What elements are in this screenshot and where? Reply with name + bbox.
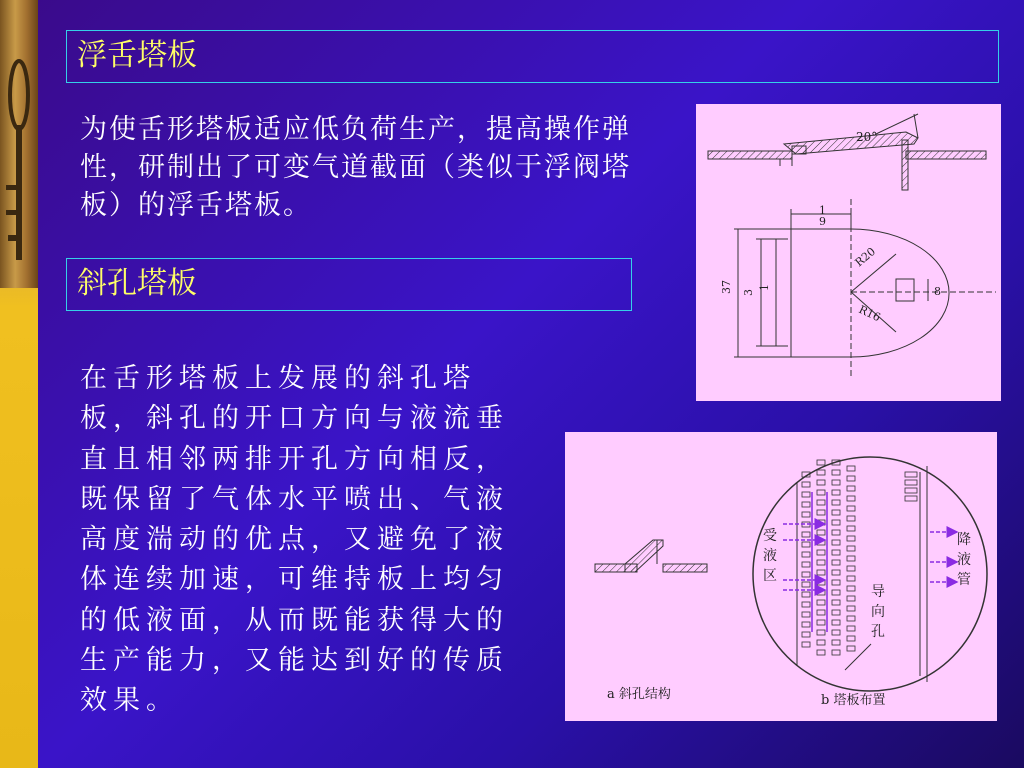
tongue-plan-view (720, 199, 996, 379)
tray-hole (847, 516, 855, 521)
tray-hole (832, 570, 840, 575)
dim-37: 37 (720, 280, 733, 294)
tray-hole (817, 560, 825, 565)
tray-hole (802, 492, 810, 497)
tray-hole (802, 632, 810, 637)
tray-hole (832, 530, 840, 535)
tray-hole (847, 526, 855, 531)
tray-hole (847, 546, 855, 551)
tray-hole (847, 576, 855, 581)
tray-hole (847, 626, 855, 631)
tray-hole (832, 500, 840, 505)
tray-hole (847, 566, 855, 571)
inlet-label-2: 液 (763, 548, 777, 564)
tray-hole (802, 642, 810, 647)
tray-hole (817, 500, 825, 505)
tray-hole (817, 600, 825, 605)
tray-hole (905, 472, 917, 477)
tray-hole (847, 466, 855, 471)
tray-hole (847, 476, 855, 481)
tray-hole (847, 486, 855, 491)
tray-section-view (708, 114, 986, 190)
dim-3: 3 (742, 289, 755, 296)
tray-hole (847, 596, 855, 601)
inclined-hole-drawing (565, 432, 997, 721)
tray-hole (802, 622, 810, 627)
tray-hole (817, 530, 825, 535)
key-image (0, 0, 38, 288)
section-title-floating-tongue (66, 30, 999, 83)
tray-hole (832, 590, 840, 595)
tray-hole (817, 470, 825, 475)
tray-hole (832, 540, 840, 545)
tray-hole (832, 650, 840, 655)
tray-hole (817, 480, 825, 485)
tray-hole (847, 606, 855, 611)
section-title-inclined-hole (66, 258, 632, 311)
tray-hole (832, 480, 840, 485)
inclined-hole-description: 在舌形塔板上发展的斜孔塔板，斜孔的开口方向与液流垂直且相邻两排开孔方向相反，既保留了气体水平喷出、气液高度湍动的优点，又避免了液体连续加速，可维持板上均匀的低液面，从而既能获得大的生产能力，又能达到好的传质效果。 (80, 363, 509, 717)
tray-hole (817, 630, 825, 635)
tray-hole (817, 460, 825, 465)
tray-hole (802, 532, 810, 537)
tray-hole (817, 610, 825, 615)
dim-top-2: 9 (819, 215, 826, 228)
radius-small-label: R16 (856, 302, 883, 325)
downcomer-label-3: 管 (957, 572, 971, 588)
tray-layout (753, 457, 987, 708)
tray-hole (832, 600, 840, 605)
tray-hole (832, 610, 840, 615)
tray-hole (802, 542, 810, 547)
tray-hole (832, 550, 840, 555)
tray-hole (832, 560, 840, 565)
inlet-label-3: 区 (763, 568, 777, 584)
tray-hole (802, 582, 810, 587)
tray-hole (817, 650, 825, 655)
tray-hole (832, 490, 840, 495)
section-title-text: 斜孔塔板 (77, 266, 197, 301)
tray-hole (847, 636, 855, 641)
key-icon (0, 0, 38, 288)
tray-hole (817, 640, 825, 645)
tray-hole (802, 562, 810, 567)
tray-hole (905, 488, 917, 493)
hole-grid (802, 460, 917, 655)
tray-hole (832, 520, 840, 525)
tray-hole (832, 580, 840, 585)
floating-tongue-description: 为使舌形塔板适应低负荷生产，提高操作弹性，研制出了可变气道截面（类似于浮阀塔板）的浮舌塔板。 (80, 114, 631, 221)
tray-hole (847, 646, 855, 651)
guide-label-3: 孔 (871, 624, 885, 640)
tray-hole (817, 570, 825, 575)
tray-hole (802, 602, 810, 607)
tray-hole (905, 496, 917, 501)
inclined-hole-section (595, 540, 707, 702)
guide-label-2: 向 (871, 604, 885, 620)
tray-hole (832, 640, 840, 645)
tray-hole (847, 496, 855, 501)
dim-top-1: 1 (819, 204, 826, 217)
tray-hole (802, 552, 810, 557)
tray-hole (847, 556, 855, 561)
downcomer-label-1: 降 (957, 532, 971, 548)
floating-tongue-diagram (696, 104, 1001, 401)
inclined-hole-diagram (565, 432, 997, 721)
tray-hole (832, 620, 840, 625)
tray-hole (847, 586, 855, 591)
tray-hole (847, 506, 855, 511)
tray-hole (817, 490, 825, 495)
tray-hole (802, 482, 810, 487)
downcomer-label-2: 液 (957, 552, 971, 568)
section-title-text: 浮舌塔板 (77, 38, 197, 73)
guide-label-1: 导 (871, 584, 885, 600)
dim-1: 1 (758, 284, 771, 291)
tray-hole (817, 510, 825, 515)
inlet-label-1: 受 (763, 528, 777, 544)
decorative-sidebar (0, 0, 38, 768)
angle-label: 20° (856, 130, 878, 144)
tray-hole (832, 470, 840, 475)
dim-8: 8 (934, 285, 941, 298)
floating-tongue-drawing (696, 104, 1001, 401)
tray-hole (817, 620, 825, 625)
tray-hole (832, 630, 840, 635)
tray-hole (847, 536, 855, 541)
radius-large-label: R20 (852, 245, 878, 270)
tray-hole (802, 572, 810, 577)
caption-a: a 斜孔结构 (607, 687, 671, 702)
tray-hole (802, 612, 810, 617)
tray-hole (847, 616, 855, 621)
tray-hole (817, 550, 825, 555)
tray-hole (832, 510, 840, 515)
tray-hole (802, 502, 810, 507)
caption-b: b 塔板布置 (821, 693, 886, 708)
tray-hole (905, 480, 917, 485)
tray-hole (802, 512, 810, 517)
tray-hole (802, 592, 810, 597)
